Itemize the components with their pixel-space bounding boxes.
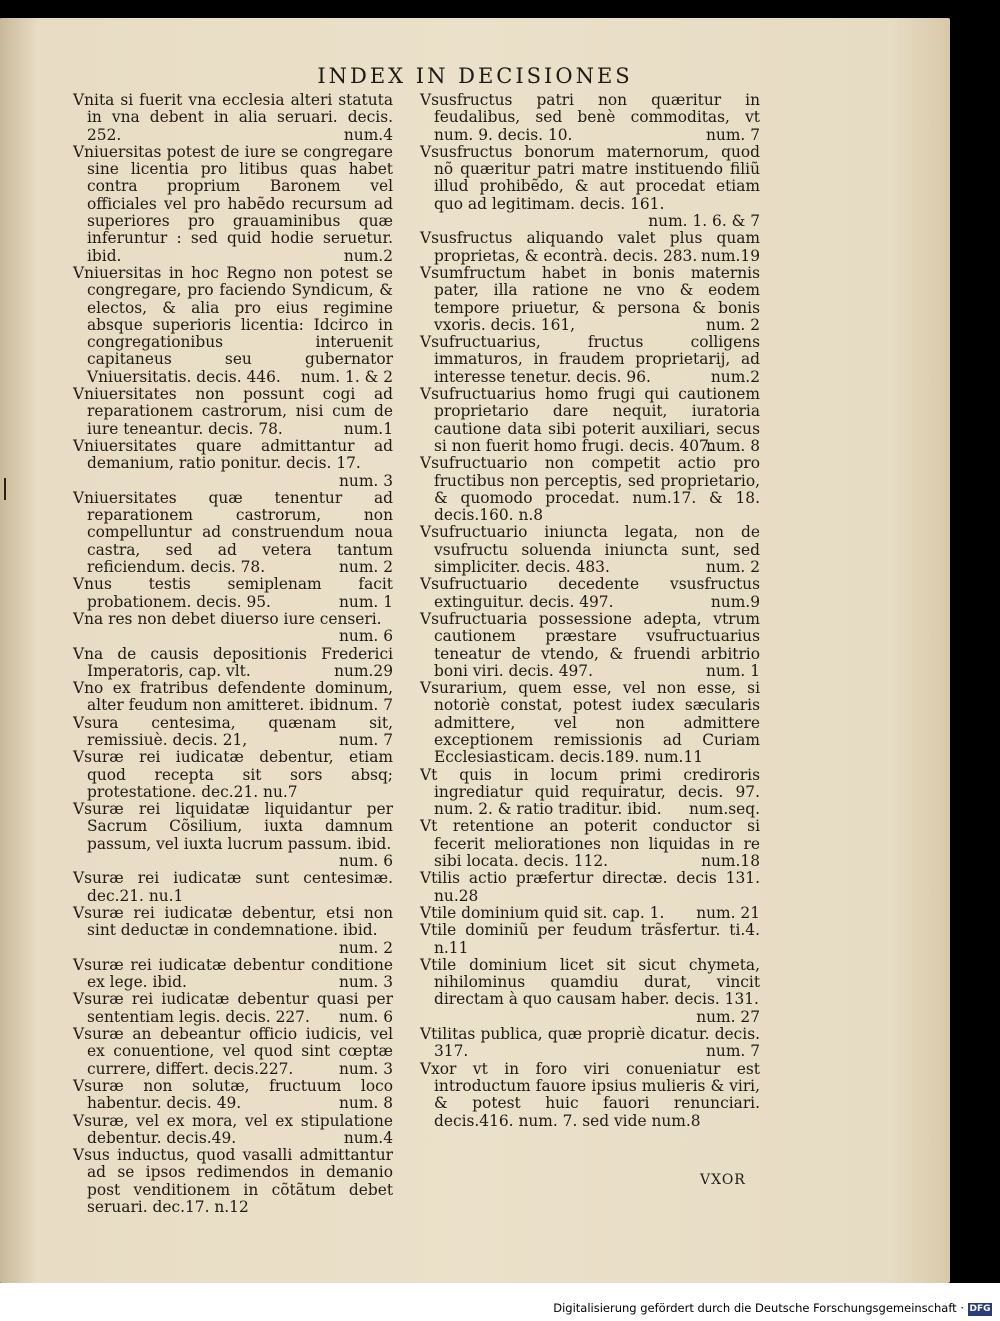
- entry-reference-number: num.4: [343, 125, 393, 144]
- index-entry: [73, 576, 393, 611]
- entry-text: Vsufructuario non competit actio pro fructibus non perceptis, sed proprietario, & quomodo procedat. num.17. & 18. decis.160. n.8: [420, 454, 760, 525]
- entry-reference-number: num. 1. & 2: [300, 367, 393, 386]
- index-entry: [73, 438, 393, 490]
- index-entry: [420, 611, 760, 680]
- entry-reference-number: num. 7: [339, 730, 393, 749]
- catchword: VXOR: [700, 1172, 746, 1188]
- entry-text: Vsuræ rei iudicatæ sunt centesimæ. dec.21. nu.1: [73, 869, 393, 905]
- entry-text: Vtile dominium licet sit sicut chymeta, nihilominus quamdiu durat, vincit directam à quo causam haber. decis. 131.: [420, 955, 760, 1009]
- entry-reference-number: num. 27: [696, 1007, 760, 1026]
- index-entry: [73, 92, 393, 144]
- entry-text: Vniuersitates quare admittantur ad demanium, ratio ponitur. decis. 17.: [73, 436, 393, 473]
- entry-reference-number: num. 3: [339, 973, 393, 992]
- entry-reference-number: num. 6: [339, 627, 393, 646]
- entry-text: Vno ex fratribus defendente dominum, alter feudum non amitteret. ibid.: [73, 679, 393, 715]
- entry-text: Vsuræ rei iudicatæ debentur conditione ex lege. ibid.: [73, 955, 393, 992]
- entry-text: Vsuræ rei iudicatæ debentur quasi per sententiam legis. decis. 227.: [73, 990, 393, 1026]
- entry-text: Vniuersitates non possunt cogi ad reparationem castrorum, nisi cum de iure teneantur. decis. 78.: [73, 385, 393, 438]
- index-entry: [420, 455, 760, 524]
- entry-text: Vna de causis depositionis Frederici Imperatoris, cap. vlt.: [73, 644, 393, 680]
- entry-reference-number: num.29: [334, 661, 393, 680]
- index-entry: [420, 230, 760, 265]
- entry-reference-number: num. 6: [339, 852, 393, 871]
- entry-reference-number: num. 8: [706, 436, 760, 455]
- entry-text: Vsura centesima, quænam sit, remissiuè. decis. 21,: [73, 713, 393, 749]
- index-entry: [73, 905, 393, 957]
- entry-text: Vsuræ an debeantur officio iudicis, vel ex conuentione, vel quod sint cœptæ currere, differt. decis.227.: [73, 1025, 393, 1078]
- entry-reference-number: num. 21: [696, 903, 760, 922]
- entry-reference-number: num. 1: [706, 661, 760, 680]
- entry-text: Vsuræ rei iudicatæ debentur, etsi non sint deductæ in condemnatione. ibid.: [73, 903, 393, 940]
- entry-reference-number: num. 7: [339, 696, 393, 715]
- entry-text: Vtile dominium quid sit. cap. 1.: [420, 903, 665, 922]
- right-column: [420, 92, 760, 1130]
- index-entry: [73, 265, 393, 386]
- entry-reference-number: num.seq.: [688, 800, 760, 819]
- index-entry: [420, 680, 760, 766]
- entry-text: Vsus inductus, quod vasalli admittantur ad se ipsos redimendos in demanio post venditionem in cõtãtum debet seruari. dec.17. n.12: [73, 1146, 393, 1216]
- entry-reference-number: num.19: [701, 246, 760, 265]
- index-entry: [73, 1113, 393, 1148]
- entry-text: Vna res non debet diuerso iure censeri.: [73, 609, 382, 628]
- index-entry: [420, 870, 760, 905]
- entry-text: Vniuersitas in hoc Regno non potest se congregare, pro faciendo Syndicum, & electos, & alia pro eius regimine absque superioris licentia: Idcirco in congregationibus interuenit capitaneus seu gubernator Vniuersitatis. decis. 446.: [73, 263, 393, 386]
- entry-text: Vtile dominiũ per feudum trãsfertur. ti.4. n.11: [420, 921, 760, 957]
- index-entry: [73, 1078, 393, 1113]
- entry-reference-number: num. 1: [339, 592, 393, 611]
- index-entry: [73, 144, 393, 265]
- page-header: INDEX IN DECISIONES: [317, 64, 633, 88]
- entry-reference-number: num.1: [343, 419, 393, 438]
- entry-reference-number: num. 2: [339, 938, 393, 957]
- entry-reference-number: num. 3: [339, 471, 393, 490]
- entry-text: Vsusfructus aliquando valet plus quam proprietas, & econtrà. decis. 283.: [420, 229, 760, 265]
- footer-bar: [0, 1283, 1000, 1321]
- index-entry: [420, 144, 760, 230]
- entry-text: Vsufructuarius, fructus colligens immaturos, in fraudem proprietarij, ad interesse tenetur. decis. 96.: [420, 333, 760, 386]
- entry-text: Vsufructuario iniuncta legata, non de vsufructu soluenda iniuncta sunt, sed simpliciter. decis. 483.: [420, 523, 760, 577]
- entry-text: Vtilis actio præfertur directæ. decis 131. nu.28: [420, 869, 760, 905]
- entry-text: Vt retentione an poterit conductor si fecerit meliorationes non liquidas in re sibi locata. decis. 112.: [420, 817, 760, 871]
- entry-reference-number: num. 2: [706, 558, 760, 577]
- index-entry: [420, 818, 760, 870]
- entry-reference-number: num.2: [343, 246, 393, 265]
- entry-text: Vsufructuarius homo frugi qui cautionem proprietario dare nequit, iuratoria cautione data sibi poterit auxiliari, secus si non fuerit homo frugi. decis. 407.: [420, 385, 760, 455]
- entry-text: Vtilitas publica, quæ propriè dicatur. decis. 317.: [420, 1025, 760, 1061]
- entry-text: Vsusfructus patri non quæritur in feudalibus, sed benè commoditas, vt num. 9. decis. 10.: [420, 91, 760, 144]
- left-column: [73, 92, 393, 1216]
- entry-reference-number: num. 7: [706, 1042, 760, 1061]
- entry-text: Vxor vt in foro viri conueniatur est introductum fauore ipsius mulieris & viri, & potest huic fauori renunciari. decis.416. num. 7. sed vide num.8: [420, 1059, 760, 1130]
- index-entry: [420, 92, 760, 144]
- index-entry: [73, 1026, 393, 1078]
- entry-reference-number: num.18: [701, 852, 760, 871]
- index-entry: [420, 334, 760, 386]
- index-entry: [73, 957, 393, 992]
- entry-text: Vnita si fuerit vna ecclesia alteri statuta in vna debent in alia seruari. decis. 252.: [73, 91, 393, 144]
- entry-reference-number: num. 3: [339, 1059, 393, 1078]
- index-entry: [420, 524, 760, 576]
- entry-text: Vsusfructus bonorum maternorum, quod nõ quæritur patri matre instituendo filiũ illud prohibẽdo, & aut procedat etiam quo ad legitimam. decis. 161.: [420, 142, 760, 213]
- entry-text: Vniuersitates quæ tenentur ad reparationem castrorum, non compelluntur ad construendum noua castra, sed ad vetera tantum reficiendum. decis. 78.: [73, 488, 393, 577]
- entry-reference-number: num. 2: [706, 315, 760, 334]
- index-entry: [420, 576, 760, 611]
- footer-credit: Digitalisierung gefördert durch die Deutsche Forschungsgemeinschaft ·: [553, 1301, 964, 1315]
- index-entry: [420, 1061, 760, 1130]
- index-entry: [73, 715, 393, 750]
- index-entry: [73, 386, 393, 438]
- entry-text: Vsuræ rei liquidatæ liquidantur per Sacrum Cõsilium, iuxta damnum passum, vel iuxta lucrum passum. ibid.: [73, 800, 393, 853]
- entry-text: Vt quis in locum primi crediroris ingrediatur quid requiratur, decis. 97. num. 2. & ratio traditur. ibid.: [420, 765, 760, 819]
- index-entry: [73, 749, 393, 801]
- entry-text: Vsuræ rei iudicatæ debentur, etiam quod recepta sit sors absq; protestatione. dec.21. nu.7: [73, 748, 393, 801]
- entry-text: Vsurarium, quem esse, vel non esse, si notoriè constat, potest iudex sæcularis admittere, vel non admittere exceptionem remissionis ad Curiam Ecclesiasticam. decis.189. num.11: [420, 679, 760, 767]
- index-entry: [420, 957, 760, 1026]
- entry-reference-number: num. 2: [339, 558, 393, 577]
- entry-reference-number: num. 1. 6. & 7: [648, 212, 760, 231]
- entry-text: Vsumfructum habet in bonis maternis pater, illa ratione ne vno & eodem tempore priuetur, & persona & bonis vxoris. decis. 161,: [420, 263, 760, 334]
- entry-text: Vsuræ, vel ex mora, vel ex stipulatione debentur. decis.49.: [73, 1111, 393, 1147]
- entry-text: Vsuræ non solutæ, fructuum loco habentur. decis. 49.: [73, 1076, 393, 1113]
- index-entry: [420, 386, 760, 455]
- index-entry: [420, 265, 760, 334]
- index-entry: [73, 680, 393, 715]
- dfg-logo: DFG: [969, 1304, 991, 1314]
- index-entry: [73, 801, 393, 870]
- index-entry: [73, 646, 393, 681]
- entry-reference-number: num.9: [710, 592, 760, 611]
- index-entry: [420, 905, 760, 922]
- index-entry: [73, 611, 393, 646]
- index-entry: [420, 767, 760, 819]
- index-entry: [73, 490, 393, 576]
- entry-text: Vsufructuaria possessione adepta, vtrum cautionem præstare vsufructuarius teneatur de vtendo, & fruendi arbitrio boni viri. decis. 497.: [420, 609, 760, 680]
- entry-reference-number: num.4: [343, 1128, 393, 1147]
- index-entry: [73, 991, 393, 1026]
- index-entry: [420, 922, 760, 957]
- index-entry: [420, 1026, 760, 1061]
- entry-reference-number: num. 6: [339, 1007, 393, 1026]
- entry-reference-number: num.2: [710, 367, 760, 386]
- entry-reference-number: num. 8: [339, 1094, 393, 1113]
- entry-text: Vniuersitas potest de iure se congregare sine licentia pro litibus quas habet contra proprium Baronem vel officiales vel pro habẽdo recursum ad superiores pro grauaminibus quæ inferuntur : sed quid hodie seruetur. ibid.: [73, 142, 393, 265]
- entry-text: Vnus testis semiplenam facit probationem. decis. 95.: [73, 575, 393, 611]
- index-entry: [73, 870, 393, 905]
- entry-text: Vsufructuario decedente vsusfructus extinguitur. decis. 497.: [420, 575, 760, 611]
- index-entry: [73, 1147, 393, 1216]
- margin-mark: [4, 478, 6, 500]
- entry-reference-number: num. 7: [706, 125, 760, 144]
